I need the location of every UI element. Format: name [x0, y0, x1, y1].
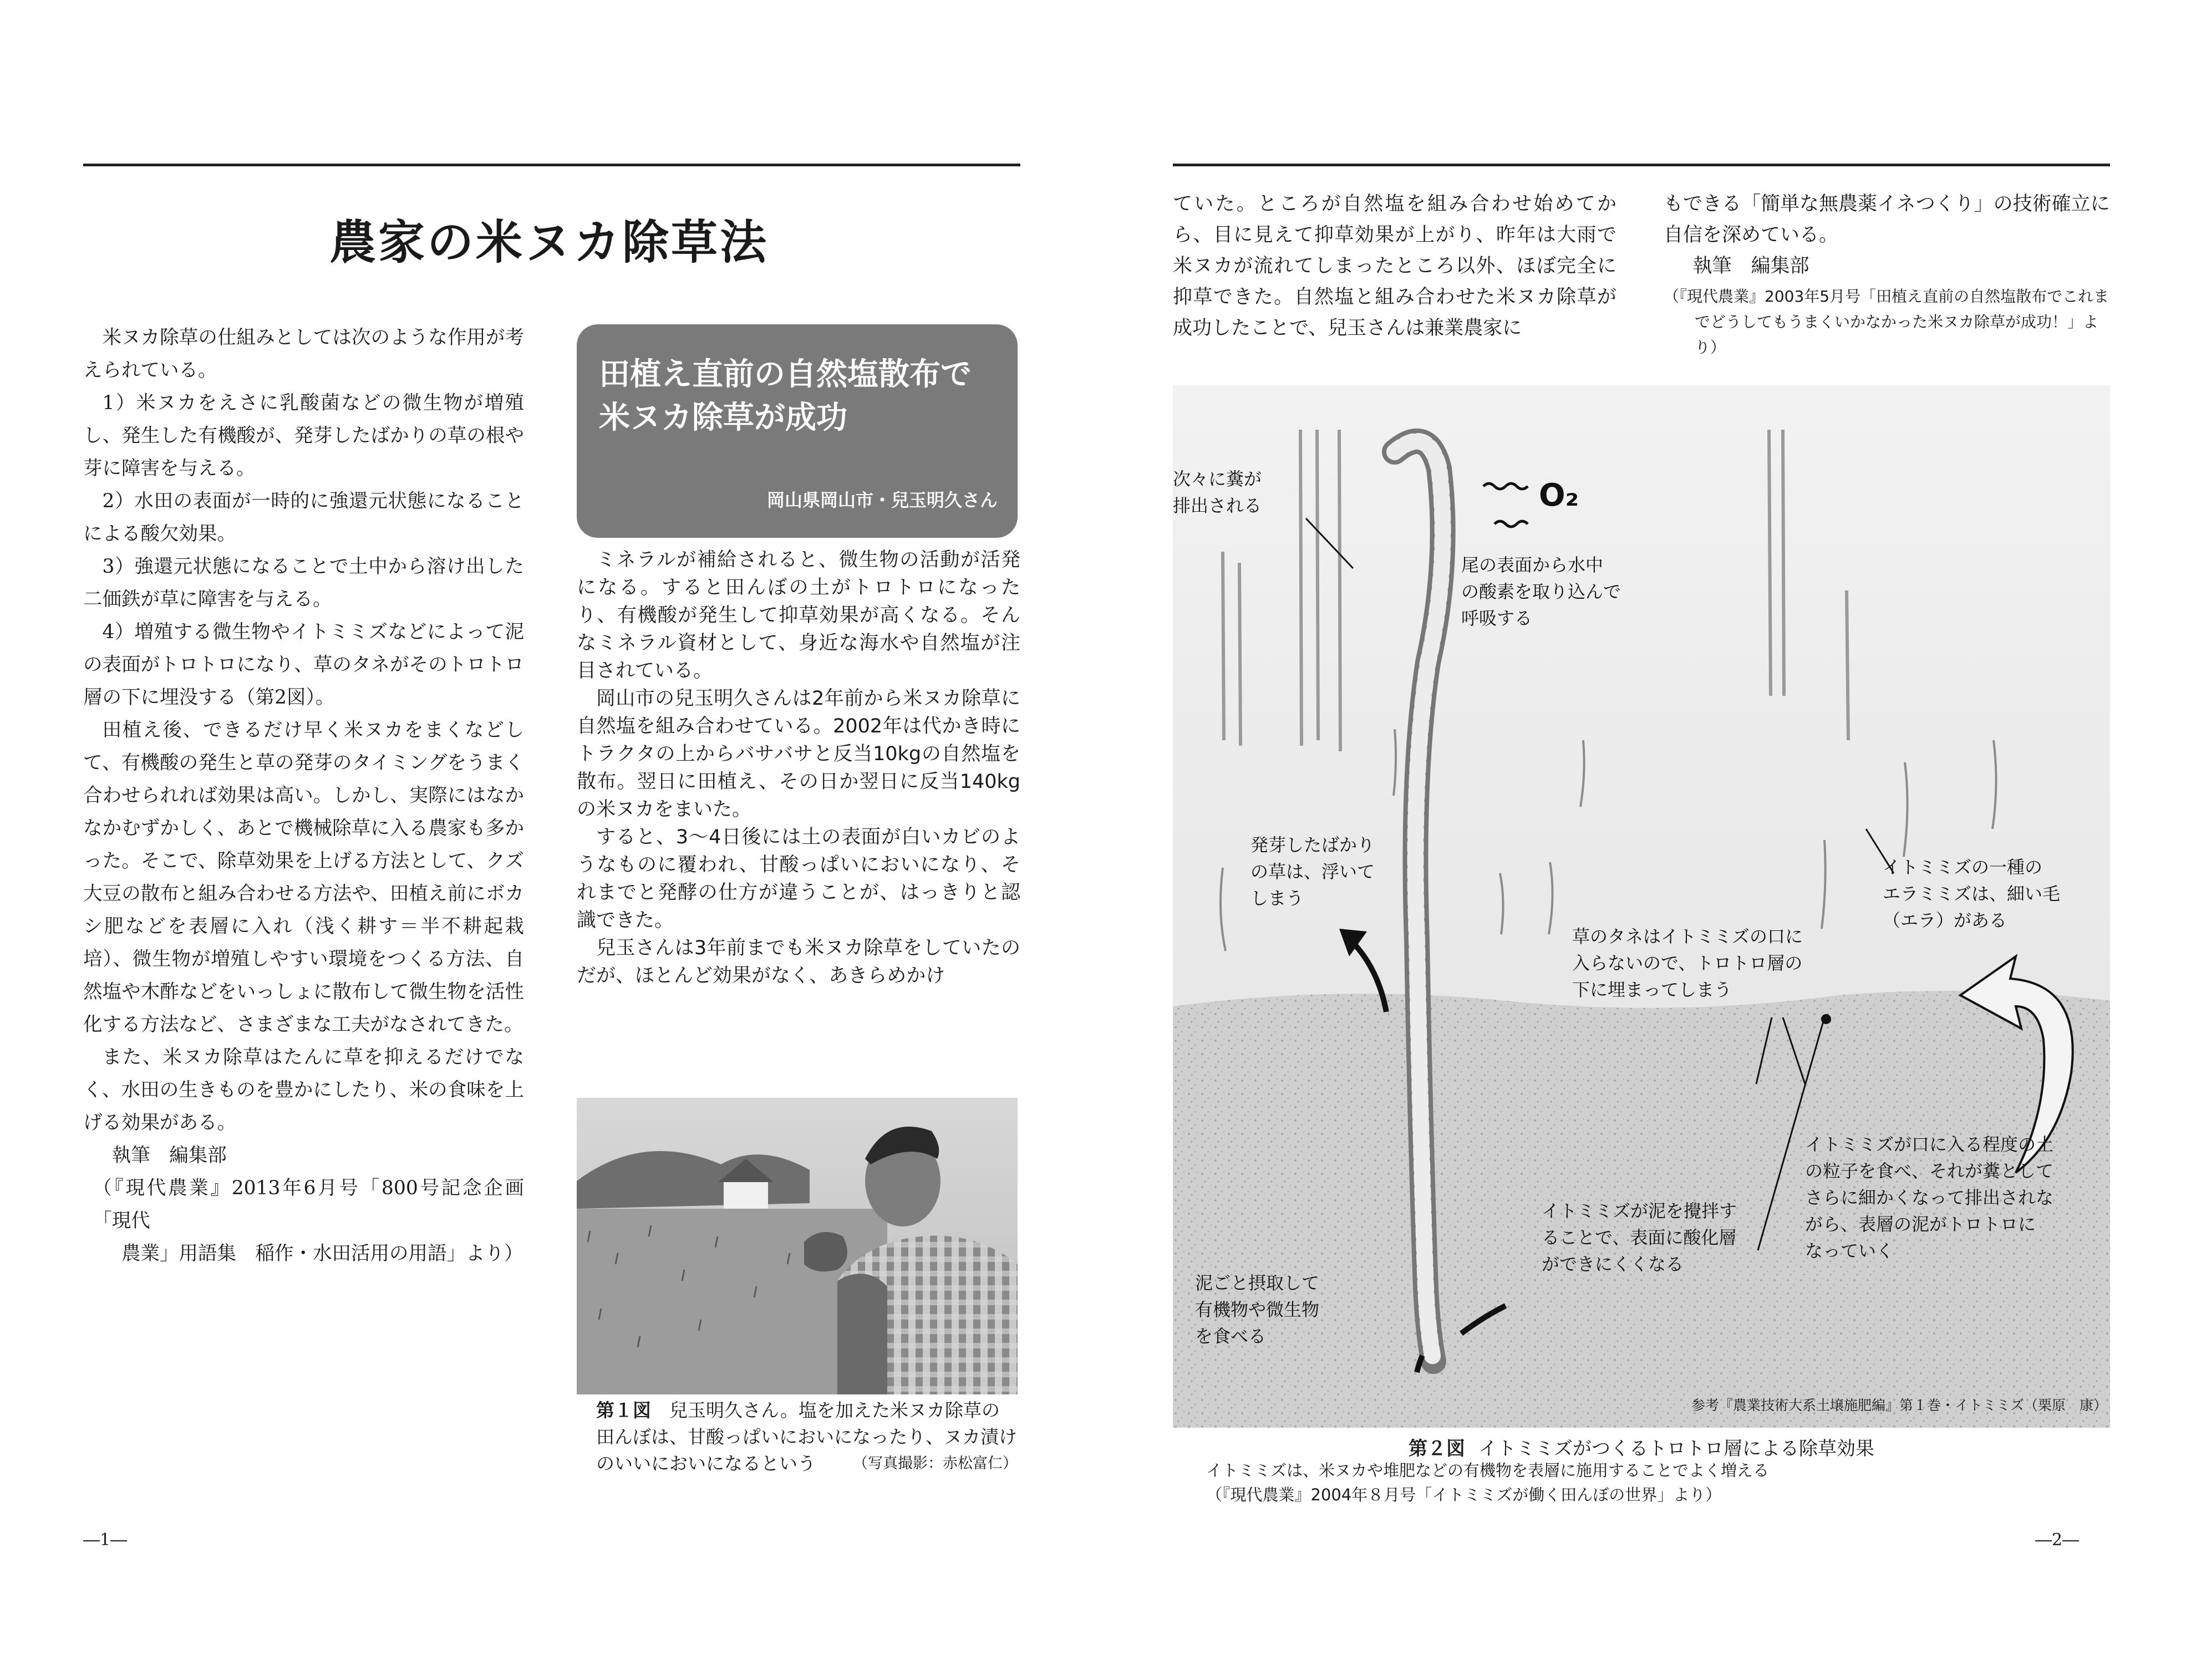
- article-heading-line-2: 米ヌカ除草が成功: [599, 400, 847, 436]
- article-end-text: もできる「簡単な無農薬イネつくり」の技術確立に自信を深めている。: [1664, 193, 2110, 246]
- figure2-caption-title: イトミミズがつくるトロトロ層による除草効果: [1478, 1438, 1874, 1460]
- farmer-photo: [577, 1098, 1018, 1394]
- page-number-right: ―2―: [2035, 1530, 2080, 1550]
- intro-item-3: 3）強還元状態になることで土中から溶け出した二価鉄が草に障害を与える。: [83, 556, 524, 610]
- page-number-left: ―1―: [83, 1530, 128, 1550]
- note-feeding: 泥ごと摂取して 有機物や微生物 を食べる: [1195, 1272, 1320, 1347]
- figure1-caption: [596, 1397, 1018, 1477]
- figure2-caption: [1173, 1433, 2110, 1460]
- figure1-caption-label: 第１図: [596, 1399, 651, 1421]
- article-paragraph: 岡山市の兒玉明久さんは2年前から米ヌカ除草に自然塩を組み合わせている。2002年は代かき時にトラクタの上からバサバサと反当10kgの自然塩を散布。翌日に田植え、その日か翌日に反当140kgの米ヌカをまいた。: [577, 688, 1020, 821]
- intro-item-2: 2）水田の表面が一時的に強還元状態になることによる酸欠効果。: [83, 490, 524, 545]
- page-title: 農家の米ヌカ除草法: [329, 215, 769, 269]
- top-rule-right: [1173, 164, 2110, 166]
- figure2-caption-label: 第２図: [1409, 1438, 1465, 1460]
- article-source: （『現代農業』2003年5月号「田植え直前の自然塩散布でこれま: [1664, 287, 2109, 306]
- intro-source-cont: 農業」用語集 稲作・水田活用の用語」より）: [121, 1243, 523, 1265]
- article-source-cont: でどうしてもうまくいかなかった米ヌカ除草が成功！」より）: [1695, 313, 2099, 357]
- figure2-reference: 参考『農業技術大系土壌施肥編』第１巻・イトミミズ（栗原 康）: [1691, 1397, 2108, 1413]
- note-oxygen: O₂: [1539, 477, 1579, 513]
- intro-source: （『現代農業』2013年6月号「800号記念企画「現代: [93, 1177, 524, 1232]
- article-column: [577, 546, 1020, 990]
- article-paragraph: 兒玉さんは3年前までも米ヌカ除草をしていたのだが、ほとんど効果がなく、あきらめかけ: [577, 937, 1020, 987]
- article-author: 執筆 編集部: [1692, 255, 1809, 277]
- figure2-subcaption-line-1: イトミミズは、米ヌカや堆肥などの有機物を表層に施用することでよく増える: [1206, 1461, 1770, 1480]
- article-end-column: [1664, 189, 2110, 360]
- note-stirring: イトミミズが泥を攪拌す ることで、表面に酸化層 ができにくくなる: [1542, 1200, 1737, 1275]
- article-paragraph: すると、3～4日後には土の表面が白いカビのようなものに覆われ、甘酸っぱいにおいになり、それまでと発酵の仕方が違うことが、はっきりと認識できた。: [577, 826, 1020, 931]
- note-feces: 次々に糞が 排出される: [1173, 469, 1262, 516]
- note-floating-grass: 発芽したばかり の草は、浮いて しまう: [1250, 834, 1375, 909]
- intro-paragraph: 米ヌカ除草の仕組みとしては次のような作用が考えられている。: [83, 327, 524, 381]
- intro-paragraph: 田植え後、できるだけ早く米ヌカをまくなどして、有機酸の発生と草の発芽のタイミングをうまく合わせられれば効果は高い。しかし、実際にはなかなかむずかしく、あとで機械除草に入る農家も多かった。そこで、除草効果を上げる方法として、クズ大豆の散布と組み合わせる方法や、田植え前にボカシ肥などを表層に入れ（浅く耕す＝半不耕起栽培）、微生物が増殖しやすい環境をつくる方法、自然塩や木酢などをいっしょに散布して微生物を活性化する方法など、さまざまな工夫がなされてきた。: [83, 719, 524, 1036]
- article-heading: [599, 353, 972, 440]
- intro-author: 執筆 編集部: [111, 1144, 227, 1167]
- intro-item-1: 1）米ヌカをえさに乳酸菌などの微生物が増殖し、発生した有機酸が、発芽したばかりの草の根や芽に障害を与える。: [83, 392, 524, 480]
- top-rule-left: [83, 164, 1020, 166]
- article-paragraph: ミネラルが補給されると、微生物の活動が活発になる。すると田んぼの土がトロトロになったり、有機酸が発生して抑草効果が高くなる。そんなミネラル資材として、身近な海水や自然塩が注目されている。: [577, 549, 1020, 682]
- article-heading-box: [577, 324, 1018, 538]
- note-gill-worm: イトミミズの一種の エラミミズは、細い毛 （エラ）がある: [1883, 857, 2061, 931]
- article-continued-column: ていた。ところが自然塩を組み合わせ始めてから、目に見えて抑草効果が上がり、昨年は大雨で米ヌカが流れてしまったところ以外、ほぼ完全に抑草できた。自然塩と組み合わせた米ヌカ除草が成功したことで、兒玉さんは兼業農家に: [1173, 193, 1616, 339]
- figure1-caption-text: 兒玉明久さん。塩を加えた米ヌカ除草の田んぼは、甘酸っぱいにおいになったり、ヌカ漬けのいいにおいになるという: [596, 1399, 1017, 1474]
- intro-paragraph: また、米ヌカ除草はたんに草を抑えるだけでなく、水田の生きものを豊かにしたり、米の食味を上げる効果がある。: [83, 1046, 524, 1134]
- note-breathing: 尾の表面から水中 の酸素を取り込んで 呼吸する: [1461, 554, 1621, 629]
- intro-item-4: 4）増殖する微生物やイトミミズなどによって泥の表面がトロトロになり、草のタネがそのトロトロ層の下に埋没する（第2図）。: [83, 621, 524, 709]
- photo-credit: （写真撮影：赤松富仁）: [853, 1455, 1018, 1472]
- tubifex-illustration: [1173, 385, 2110, 1428]
- article-byline: 岡山県岡山市・兒玉明久さん: [766, 490, 998, 511]
- article-heading-line-1: 田植え直前の自然塩散布で: [599, 357, 972, 393]
- note-seeds: 草のタネはイトミミズの口に 入らないので、トロトロ層の 下に埋まってしまう: [1572, 926, 1803, 1000]
- intro-column: [83, 322, 524, 1270]
- note-soil-particles: イトミミズが口に入る程度の土 の粒子を食べ、それが糞として さらに細かくなって排出されな がら、表層の泥がトロトロに なっていく: [1805, 1134, 2054, 1261]
- figure2-subcaption: [1206, 1458, 1769, 1507]
- figure2-subcaption-line-2: （『現代農業』2004年８月号「イトミミズが働く田んぼの世界」より）: [1206, 1485, 1722, 1504]
